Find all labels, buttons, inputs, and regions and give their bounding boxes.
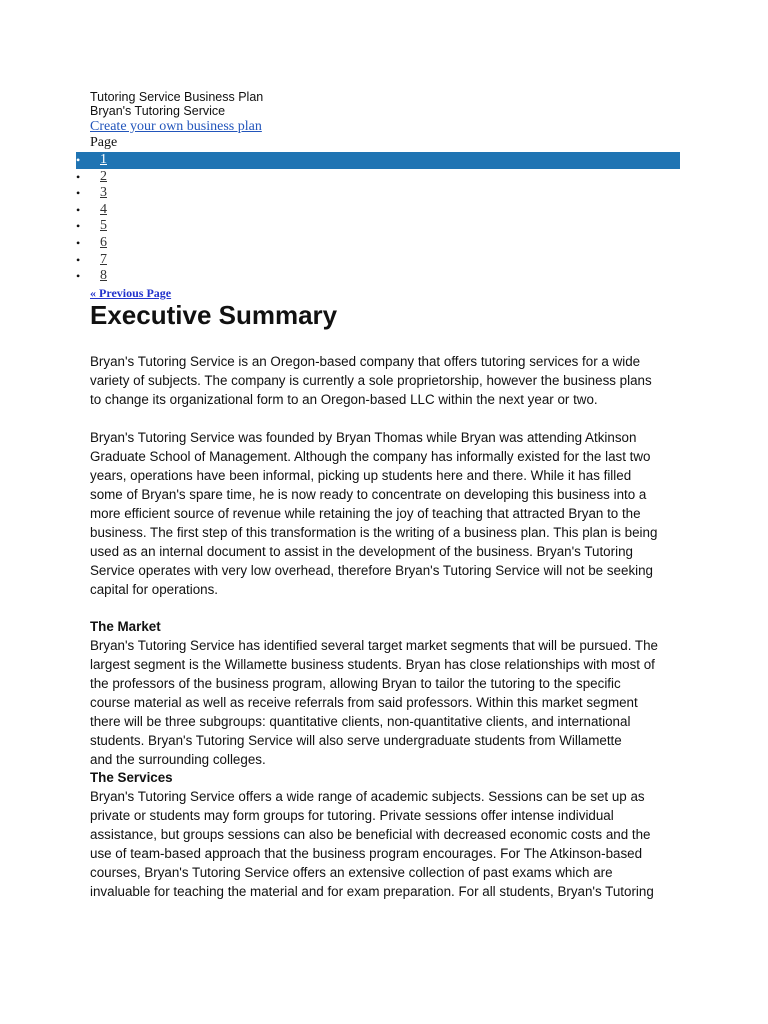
page-item-2[interactable] — [76, 169, 680, 186]
page-item-5[interactable] — [76, 218, 680, 235]
text-line: Graduate School of Management. Although the company has informally existed for the last two — [90, 449, 651, 464]
create-business-plan-link[interactable]: Create your own business plan — [90, 119, 262, 134]
text-line: used as an internal document to assist in the development of the business. Bryan's Tutoring — [90, 544, 633, 559]
page-link-6[interactable]: 6 — [100, 234, 107, 250]
page-link-5[interactable]: 5 — [100, 218, 107, 234]
section-heading-market: The Market — [90, 619, 161, 634]
page-item-7[interactable] — [76, 252, 680, 269]
text-line: private or students may form groups for tutoring. Private sessions offer intense individual — [90, 808, 614, 823]
text-line: Bryan's Tutoring Service is an Oregon-based company that offers tutoring services for a wide — [90, 354, 641, 369]
page-link-2[interactable]: 2 — [100, 168, 107, 184]
text-line: course material as well as receive referrals from said professors. Within this market segment — [90, 695, 638, 710]
text-line: variety of subjects. The company is currently a sole proprietorship, however the business plans — [90, 373, 652, 388]
paragraph-market — [90, 636, 682, 769]
text-line: and the surrounding colleges. — [90, 752, 266, 767]
paragraph-history — [90, 428, 682, 599]
text-line: Bryan's Tutoring Service has identified several target market segments that will be pursued. The — [90, 638, 658, 653]
page-link-8[interactable]: 8 — [100, 268, 107, 284]
text-line: courses, Bryan's Tutoring Service offers an extensive collection of past exams which are — [90, 865, 613, 880]
bullet-icon: • — [76, 186, 81, 201]
text-line: the professors of the business program, allowing Bryan to tailor the tutoring to the specific — [90, 676, 621, 691]
page-link-4[interactable]: 4 — [100, 201, 107, 217]
text-line: some of Bryan's spare time, he is now ready to concentrate on developing this business into a — [90, 487, 647, 502]
bullet-icon: • — [76, 169, 81, 184]
page-link-1[interactable]: 1 — [100, 152, 107, 167]
pager-label: Page — [90, 135, 118, 150]
text-line: students. Bryan's Tutoring Service will also serve undergraduate students from Willamette — [90, 733, 622, 748]
paragraph-intro — [90, 352, 682, 409]
text-line: Bryan's Tutoring Service offers a wide range of academic subjects. Sessions can be set up as — [90, 789, 645, 804]
bullet-icon: • — [76, 269, 81, 284]
section-heading-services: The Services — [90, 770, 173, 785]
text-line: assistance, but groups sessions can also be beneficial with decreased economic costs and the — [90, 827, 651, 842]
page-title: Executive Summary — [90, 300, 338, 330]
document-title: Tutoring Service Business Plan — [90, 90, 264, 104]
bullet-icon: • — [76, 252, 81, 267]
text-line: to change its organizational form to an Oregon-based LLC within the next year or two. — [90, 392, 598, 407]
document-subtitle: Bryan's Tutoring Service — [90, 104, 226, 118]
text-line: Service operates with very low overhead, therefore Bryan's Tutoring Service will not be seeking — [90, 563, 654, 578]
text-line: largest segment is the Willamette business students. Bryan has close relationships with most of — [90, 657, 655, 672]
paragraph-services — [90, 787, 682, 901]
text-line: there will be three subgroups: quantitative clients, non-quantitative clients, and international — [90, 714, 631, 729]
bullet-icon: • — [76, 235, 81, 250]
page-item-8[interactable] — [76, 268, 680, 285]
page-link-3[interactable]: 3 — [100, 185, 107, 201]
text-line: more efficient source of revenue while retaining the joy of teaching that attracted Bryan to the — [90, 506, 641, 521]
text-line: invaluable for teaching the material and for exam preparation. For all students, Bryan's Tutoring — [90, 884, 654, 899]
page-link-7[interactable]: 7 — [100, 251, 107, 267]
page-item-1[interactable] — [76, 152, 680, 169]
text-line: capital for operations. — [90, 582, 219, 597]
text-line: use of team-based approach that the business program encourages. For The Atkinson-based — [90, 846, 643, 861]
bullet-icon: • — [76, 219, 81, 234]
text-line: years, operations have been informal, picking up students here and there. While it has filled — [90, 468, 632, 483]
page-item-4[interactable] — [76, 202, 680, 219]
page-item-3[interactable] — [76, 185, 680, 202]
bullet-icon: • — [76, 153, 81, 167]
text-line: business. The first step of this transformation is the writing of a business plan. This plan is being — [90, 525, 658, 540]
text-line: Bryan's Tutoring Service was founded by Bryan Thomas while Bryan was attending Atkinson — [90, 430, 637, 445]
previous-page-link[interactable]: « Previous Page — [90, 286, 172, 300]
page-list — [76, 152, 680, 285]
page-item-6[interactable] — [76, 235, 680, 252]
bullet-icon: • — [76, 202, 81, 217]
